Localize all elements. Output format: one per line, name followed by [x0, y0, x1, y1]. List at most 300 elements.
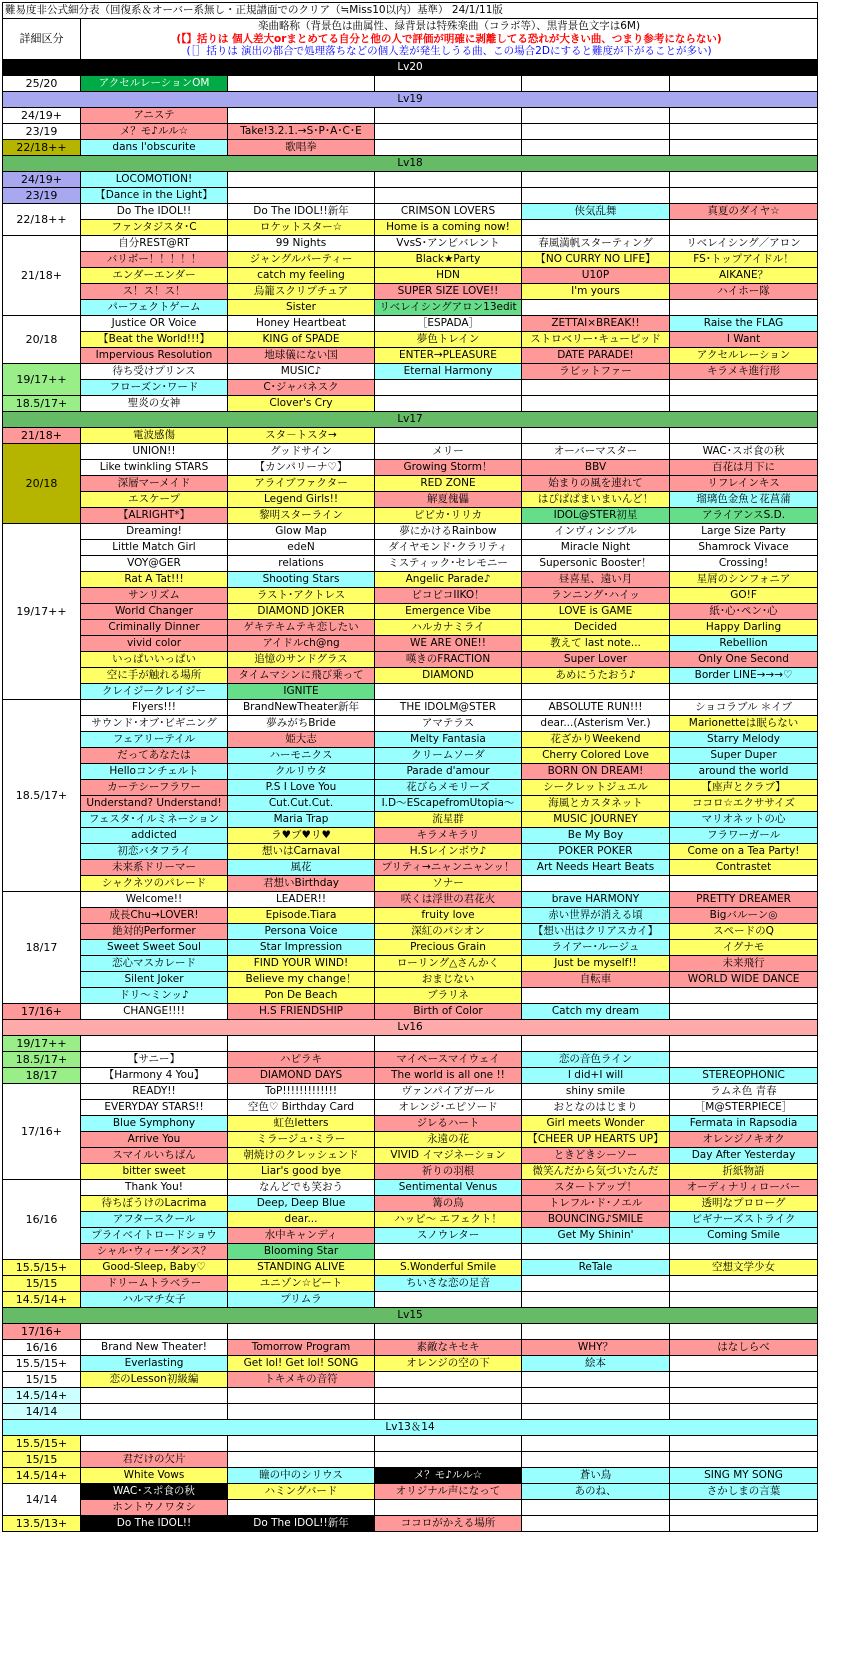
empty-cell	[670, 139, 818, 155]
empty-cell	[375, 1499, 522, 1515]
difficulty-category: 17/16+	[3, 1323, 81, 1339]
title-row	[3, 3, 818, 19]
song-cell: Justice OR Voice	[81, 315, 228, 331]
song-cell: Catch my dream	[522, 1003, 670, 1019]
song-cell: Starry Melody	[670, 731, 818, 747]
song-cell: 地球儀にない国	[228, 347, 375, 363]
song-row	[3, 539, 818, 555]
song-cell: Crossing!	[670, 555, 818, 571]
song-cell: KING of SPADE	[228, 331, 375, 347]
song-row	[3, 667, 818, 683]
song-cell: 教えて last note...	[522, 635, 670, 651]
empty-cell	[670, 107, 818, 123]
song-cell: Honey Heartbeat	[228, 315, 375, 331]
song-cell: The world is all one !!	[375, 1067, 522, 1083]
empty-cell	[522, 1371, 670, 1387]
song-cell: VOY@GER	[81, 555, 228, 571]
empty-cell	[228, 1499, 375, 1515]
song-cell: Parade d'amour	[375, 763, 522, 779]
song-row	[3, 1451, 818, 1467]
song-cell: リベレイシング／アロン	[670, 235, 818, 251]
empty-cell	[522, 1035, 670, 1051]
song-cell: Silent Joker	[81, 971, 228, 987]
song-cell: ショコラブル ＊イブ	[670, 699, 818, 715]
song-cell: ファンタジスタ･C	[81, 219, 228, 235]
song-row	[3, 1435, 818, 1451]
song-cell: ジレるハート	[375, 1115, 522, 1131]
song-cell: Persona Voice	[228, 923, 375, 939]
song-cell: クレイジークレイジー	[81, 683, 228, 699]
song-cell: THE IDOLM@STER	[375, 699, 522, 715]
song-row	[3, 763, 818, 779]
song-row	[3, 971, 818, 987]
song-cell: Do The IDOL!!新年	[228, 203, 375, 219]
song-cell: 絶対的Performer	[81, 923, 228, 939]
song-cell: Welcome!!	[81, 891, 228, 907]
song-cell: 夢みがちBride	[228, 715, 375, 731]
song-cell: fruity love	[375, 907, 522, 923]
difficulty-category: 14.5/14+	[3, 1291, 81, 1307]
song-row	[3, 779, 818, 795]
song-row	[3, 1147, 818, 1163]
song-cell: ［M@STERPIECE］	[670, 1099, 818, 1115]
song-cell: Arrive You	[81, 1131, 228, 1147]
song-row	[3, 1051, 818, 1067]
song-cell: Precious Grain	[375, 939, 522, 955]
song-cell: catch my feeling	[228, 267, 375, 283]
song-row	[3, 251, 818, 267]
empty-cell	[522, 1451, 670, 1467]
song-cell: マイペースマイウェイ	[375, 1051, 522, 1067]
song-cell: アニステ	[81, 107, 228, 123]
empty-cell	[670, 299, 818, 315]
song-cell: Helloコンチェルト	[81, 763, 228, 779]
song-cell: イグナモ	[670, 939, 818, 955]
song-cell: 黎明スターライン	[228, 507, 375, 523]
empty-cell	[375, 1243, 522, 1259]
song-cell: Believe my change！	[228, 971, 375, 987]
song-cell: ダイヤモンド･クラリティ	[375, 539, 522, 555]
song-cell: ラムネ色 青春	[670, 1083, 818, 1099]
song-cell: バリボー！！！！！	[81, 251, 228, 267]
song-row	[3, 715, 818, 731]
song-cell: クリームソーダ	[375, 747, 522, 763]
song-cell: VIVID イマジネーション	[375, 1147, 522, 1163]
song-cell: 深層マーメイド	[81, 475, 228, 491]
song-cell: 【カンパリーナ♡】	[228, 459, 375, 475]
song-cell: メリー	[375, 443, 522, 459]
song-cell: 蒼い鳥	[522, 1467, 670, 1483]
song-cell: 未来系ドリーマー	[81, 859, 228, 875]
song-row	[3, 1115, 818, 1131]
empty-cell	[228, 1387, 375, 1403]
song-cell: いっぱいいっぱい	[81, 651, 228, 667]
song-cell: vivid color	[81, 635, 228, 651]
song-cell: 【サニー】	[81, 1051, 228, 1067]
song-row	[3, 1067, 818, 1083]
level-header: Lv13＆14	[3, 1419, 818, 1435]
level-header: Lv20	[3, 59, 818, 75]
song-cell: 想いはCarnaval	[228, 843, 375, 859]
song-cell: タイムマシンに飛び乗って	[228, 667, 375, 683]
song-row	[3, 283, 818, 299]
song-cell: Impervious Resolution	[81, 347, 228, 363]
song-cell: あめにうたおう♪	[522, 667, 670, 683]
song-cell: だってあなたは	[81, 747, 228, 763]
empty-cell	[81, 1435, 228, 1451]
song-cell: オーディナリィローバー	[670, 1179, 818, 1195]
song-cell: 夢色トレイン	[375, 331, 522, 347]
song-cell: ドリ～ミンッ♪	[81, 987, 228, 1003]
song-cell: ヴァンパイアガール	[375, 1083, 522, 1099]
song-cell: MUSIC♪	[228, 363, 375, 379]
song-cell: 百花は月下に	[670, 459, 818, 475]
song-cell: はなしらべ	[670, 1339, 818, 1355]
song-cell: Take!3.2.1.→S･P･A･C･E	[228, 123, 375, 139]
song-cell: Blooming Star	[228, 1243, 375, 1259]
empty-cell	[375, 123, 522, 139]
song-cell: WHY？	[522, 1339, 670, 1355]
song-cell: PRETTY DREAMER	[670, 891, 818, 907]
empty-cell	[522, 1403, 670, 1419]
empty-cell	[670, 219, 818, 235]
song-row	[3, 1163, 818, 1179]
song-row	[3, 379, 818, 395]
song-cell: 微笑んだから気づいたんだ	[522, 1163, 670, 1179]
song-row	[3, 635, 818, 651]
song-row	[3, 299, 818, 315]
empty-cell	[228, 1435, 375, 1451]
song-row	[3, 699, 818, 715]
song-cell: ホントウノワタシ	[81, 1499, 228, 1515]
song-row	[3, 475, 818, 491]
song-row	[3, 859, 818, 875]
song-cell: シャクネツのパレード	[81, 875, 228, 891]
song-cell: LEADER!!	[228, 891, 375, 907]
song-cell: 待ちぼうけのLacrima	[81, 1195, 228, 1211]
song-cell: アマテラス	[375, 715, 522, 731]
empty-cell	[375, 187, 522, 203]
difficulty-category: 18.5/17+	[3, 1051, 81, 1067]
empty-cell	[670, 1291, 818, 1307]
song-cell: ハルカナミライ	[375, 619, 522, 635]
column-label: 詳細区分	[3, 19, 81, 60]
song-cell: ロケットスター☆	[228, 219, 375, 235]
difficulty-category: 18.5/17+	[3, 699, 81, 891]
song-cell: Glow Map	[228, 523, 375, 539]
song-cell: 姫大志	[228, 731, 375, 747]
song-cell: Criminally Dinner	[81, 619, 228, 635]
song-cell: 自転車	[522, 971, 670, 987]
song-cell: 瑠璃色金魚と花菖蒲	[670, 491, 818, 507]
empty-cell	[522, 139, 670, 155]
empty-cell	[670, 1003, 818, 1019]
song-cell: Cut.Cut.Cut.	[228, 795, 375, 811]
song-cell: 流星群	[375, 811, 522, 827]
empty-cell	[670, 1275, 818, 1291]
song-row	[3, 363, 818, 379]
song-cell: 真夏のダイヤ☆	[670, 203, 818, 219]
song-cell: 【Dance in the Light】	[81, 187, 228, 203]
song-cell: Get lol! Get lol! SONG	[228, 1355, 375, 1371]
song-cell: 君想いBirthday	[228, 875, 375, 891]
song-cell: 風花	[228, 859, 375, 875]
song-cell: オレンジノキオク	[670, 1131, 818, 1147]
empty-cell	[375, 395, 522, 411]
song-row	[3, 1323, 818, 1339]
song-cell: Get My Shinin'	[522, 1227, 670, 1243]
song-row	[3, 459, 818, 475]
song-cell: 空色♡ Birthday Card	[228, 1099, 375, 1115]
song-cell: 【CHEER UP HEARTS UP】	[522, 1131, 670, 1147]
song-cell: Angelic Parade♪	[375, 571, 522, 587]
song-row	[3, 587, 818, 603]
song-cell: Happy Darling	[670, 619, 818, 635]
song-cell: ときどきシーソー	[522, 1147, 670, 1163]
song-cell: I'm yours	[522, 283, 670, 299]
song-cell: 烏籠スクリプチュア	[228, 283, 375, 299]
song-cell: WE ARE ONE!!	[375, 635, 522, 651]
song-row	[3, 427, 818, 443]
empty-cell	[522, 875, 670, 891]
empty-cell	[375, 1035, 522, 1051]
song-row	[3, 1179, 818, 1195]
empty-cell	[375, 107, 522, 123]
song-cell: 虹色letters	[228, 1115, 375, 1131]
song-cell: 朝焼けのクレッシェンド	[228, 1147, 375, 1163]
empty-cell	[670, 1403, 818, 1419]
song-cell: Be My Boy	[522, 827, 670, 843]
empty-cell	[228, 1403, 375, 1419]
song-cell: Clover's Cry	[228, 395, 375, 411]
level-header: Lv18	[3, 155, 818, 171]
empty-cell	[375, 427, 522, 443]
song-cell: Emergence Vibe	[375, 603, 522, 619]
song-row	[3, 171, 818, 187]
song-cell: White Vows	[81, 1467, 228, 1483]
song-cell: Only One Second	[670, 651, 818, 667]
song-cell: Fermata in Rapsodia	[670, 1115, 818, 1131]
empty-cell	[670, 987, 818, 1003]
empty-cell	[522, 299, 670, 315]
empty-cell	[670, 123, 818, 139]
difficulty-category: 19/17++	[3, 363, 81, 395]
level-header: Lv19	[3, 91, 818, 107]
song-cell: Melty Fantasia	[375, 731, 522, 747]
song-cell: アライアンスS.D.	[670, 507, 818, 523]
song-row	[3, 571, 818, 587]
song-cell: SUPER SIZE LOVE!!	[375, 283, 522, 299]
song-cell: ピコピコIIKO！	[375, 587, 522, 603]
song-row	[3, 619, 818, 635]
song-cell: dans l'obscurite	[81, 139, 228, 155]
difficulty-category: 19/17++	[3, 523, 81, 699]
empty-cell	[522, 427, 670, 443]
song-row	[3, 523, 818, 539]
song-cell: Come on a Tea Party!	[670, 843, 818, 859]
song-cell: Black★Party	[375, 251, 522, 267]
difficulty-category: 16/16	[3, 1179, 81, 1259]
difficulty-category: 14/14	[3, 1483, 81, 1515]
song-cell: READY!!	[81, 1083, 228, 1099]
song-cell: トレフル･ド･ノエル	[522, 1195, 670, 1211]
song-cell: CRIMSON LOVERS	[375, 203, 522, 219]
empty-cell	[522, 1291, 670, 1307]
song-cell: ReTale	[522, 1259, 670, 1275]
legend-note-2: (【】括りは 個人差大orまとめてる自分と他の人で評価が明確に剥離してる恐れが大きい曲、つまり参考にならない)	[176, 32, 722, 45]
song-row	[3, 267, 818, 283]
song-row	[3, 1387, 818, 1403]
song-cell: シャル･ウィー･ダンス？	[81, 1243, 228, 1259]
song-cell: ［ESPADA］	[375, 315, 522, 331]
song-row	[3, 443, 818, 459]
difficulty-category: 15.5/15+	[3, 1259, 81, 1275]
empty-cell	[375, 379, 522, 395]
song-row	[3, 491, 818, 507]
song-cell: DIAMOND JOKER	[228, 603, 375, 619]
song-row	[3, 843, 818, 859]
song-cell: マリオネットの心	[670, 811, 818, 827]
song-cell: Understand? Understand!	[81, 795, 228, 811]
song-cell: C･ジャバネスク	[228, 379, 375, 395]
song-cell: 未来飛行	[670, 955, 818, 971]
song-cell: キラメキラリ	[375, 827, 522, 843]
level-header: Lv15	[3, 1307, 818, 1323]
song-cell: Shooting Stars	[228, 571, 375, 587]
level-header-row	[3, 1019, 818, 1035]
song-cell: メ？モ♪ルル☆	[375, 1467, 522, 1483]
song-cell: なんどでも笑おう	[228, 1179, 375, 1195]
empty-cell	[670, 1243, 818, 1259]
song-cell: bitter sweet	[81, 1163, 228, 1179]
empty-cell	[670, 683, 818, 699]
song-cell: 始まりの風を連れて	[522, 475, 670, 491]
song-row	[3, 875, 818, 891]
song-cell: Miracle Night	[522, 539, 670, 555]
song-cell: H.Sレインボウ♪	[375, 843, 522, 859]
song-row	[3, 1403, 818, 1419]
song-cell: パーフェクトゲーム	[81, 299, 228, 315]
difficulty-category: 14.5/14+	[3, 1467, 81, 1483]
song-cell: WAC･スポ食の秋	[81, 1483, 228, 1499]
difficulty-table-wrapper	[2, 2, 818, 1532]
song-cell: Everlasting	[81, 1355, 228, 1371]
song-cell: 赤い世界が消える頃	[522, 907, 670, 923]
song-row	[3, 731, 818, 747]
song-row	[3, 347, 818, 363]
song-cell: あのね、	[522, 1483, 670, 1499]
empty-cell	[228, 1323, 375, 1339]
song-row	[3, 1243, 818, 1259]
empty-cell	[522, 1387, 670, 1403]
empty-cell	[670, 1387, 818, 1403]
song-cell: 海風とカスタネット	[522, 795, 670, 811]
song-cell: 花ざかりWeekend	[522, 731, 670, 747]
song-cell: VvsS･アンビバレント	[375, 235, 522, 251]
song-cell: U10P	[522, 267, 670, 283]
song-cell: LOCOMOTION!	[81, 171, 228, 187]
song-cell: 篝の鳥	[375, 1195, 522, 1211]
song-cell: Sister	[228, 299, 375, 315]
song-row	[3, 1355, 818, 1371]
song-cell: ハピラキ	[228, 1051, 375, 1067]
empty-cell	[522, 683, 670, 699]
song-cell: 永遠の花	[375, 1131, 522, 1147]
difficulty-category: 15/15	[3, 1371, 81, 1387]
difficulty-category: 15.5/15+	[3, 1435, 81, 1451]
song-row	[3, 1467, 818, 1483]
song-cell: WAC･スポ食の秋	[670, 443, 818, 459]
song-cell: I did+I will	[522, 1067, 670, 1083]
song-row	[3, 1083, 818, 1099]
song-cell: Rebellion	[670, 635, 818, 651]
song-cell: スタ－トスタ→	[228, 427, 375, 443]
song-cell: RED ZONE	[375, 475, 522, 491]
empty-cell	[522, 395, 670, 411]
empty-cell	[522, 1275, 670, 1291]
difficulty-category: 18/17	[3, 891, 81, 1003]
song-cell: オレンジ･エピソード	[375, 1099, 522, 1115]
song-cell: IGNITE	[228, 683, 375, 699]
song-cell: 歌唱拳	[228, 139, 375, 155]
song-cell: 成長Chu→LOVER!	[81, 907, 228, 923]
song-cell: Like twinkling STARS	[81, 459, 228, 475]
empty-cell	[670, 427, 818, 443]
song-cell: ハッピ～ エフェクト！	[375, 1211, 522, 1227]
song-row	[3, 907, 818, 923]
song-cell: ローリング△さんかく	[375, 955, 522, 971]
song-cell: オレンジの空の下	[375, 1355, 522, 1371]
song-cell: 昼喜星、遠い月	[522, 571, 670, 587]
song-cell: ラスト･アクトレス	[228, 587, 375, 603]
song-cell: 解夏傀儡	[375, 491, 522, 507]
legend-row	[3, 19, 818, 60]
difficulty-category: 21/18+	[3, 427, 81, 443]
song-cell: Contrastet	[670, 859, 818, 875]
song-cell: アイドルch@ng	[228, 635, 375, 651]
song-cell: 恋の音色ライン	[522, 1051, 670, 1067]
song-cell: WORLD WIDE DANCE	[670, 971, 818, 987]
song-cell: スノウレター	[375, 1227, 522, 1243]
song-cell: I.D～EScapefromUtopia～	[375, 795, 522, 811]
song-cell: dear...	[228, 1211, 375, 1227]
song-cell: アフタースクール	[81, 1211, 228, 1227]
empty-cell	[670, 187, 818, 203]
song-cell: ス！ス！ス！	[81, 283, 228, 299]
song-row	[3, 987, 818, 1003]
song-cell: Good-Sleep, Baby♡	[81, 1259, 228, 1275]
song-cell: S.Wonderful Smile	[375, 1259, 522, 1275]
song-cell: 待ち受けプリンス	[81, 363, 228, 379]
song-cell: Episode.Tiara	[228, 907, 375, 923]
song-cell: フェスタ･イルミネーション	[81, 811, 228, 827]
song-cell: Bigバルーン◎	[670, 907, 818, 923]
song-row	[3, 203, 818, 219]
song-cell: ミラージュ･ミラー	[228, 1131, 375, 1147]
song-row	[3, 955, 818, 971]
song-cell: HDN	[375, 267, 522, 283]
song-cell: プリムラ	[228, 1291, 375, 1307]
song-cell: POKER POKER	[522, 843, 670, 859]
legend-notes	[81, 19, 818, 60]
song-cell: フラワーガール	[670, 827, 818, 843]
song-cell: Coming Smile	[670, 1227, 818, 1243]
song-cell: Art Needs Heart Beats	[522, 859, 670, 875]
song-cell: 恋のLesson初級編	[81, 1371, 228, 1387]
song-row	[3, 747, 818, 763]
song-cell: 聖炎の女神	[81, 395, 228, 411]
song-cell: DIAMOND DAYS	[228, 1067, 375, 1083]
